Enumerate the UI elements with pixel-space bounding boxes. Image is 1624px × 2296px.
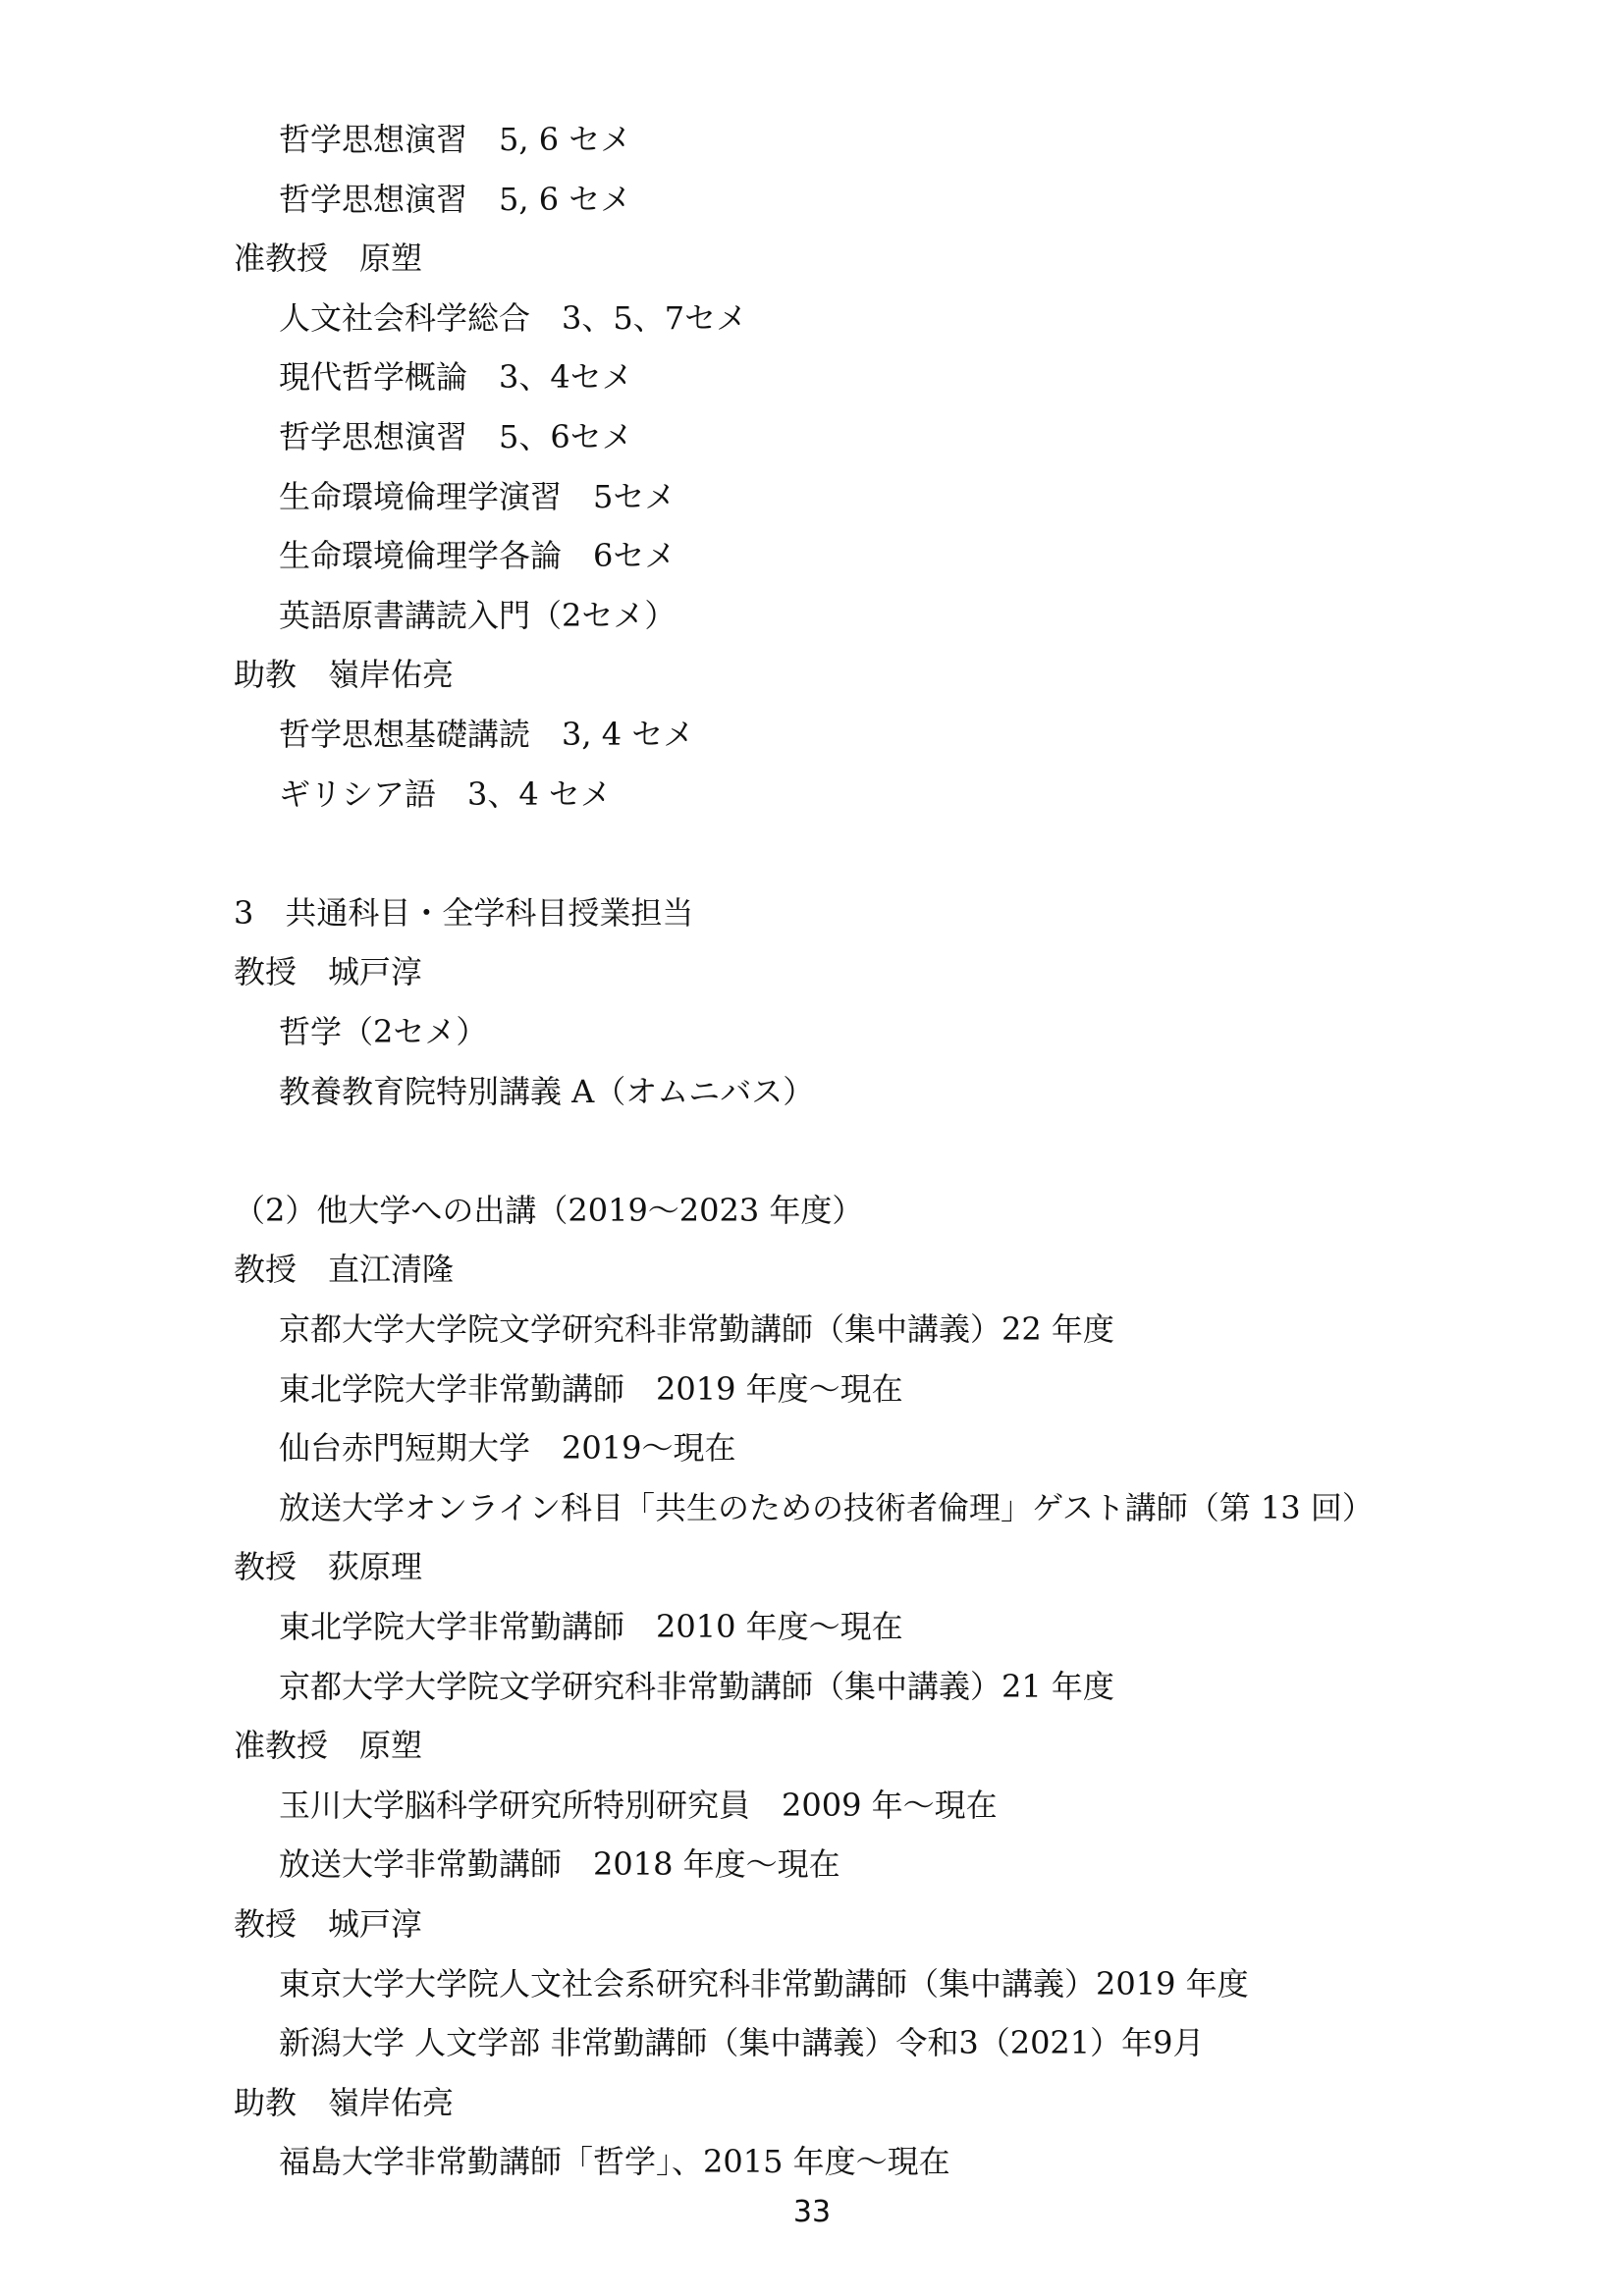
- list-item: 現代哲学概論 3、4セメ: [279, 358, 633, 397]
- list-item: 東京大学大学院人文社会系研究科非常勤講師（集中講義）2019 年度: [279, 1964, 1249, 2002]
- section-heading: 教授 荻原理: [234, 1548, 423, 1586]
- section-heading: 助教 嶺岸佑亮: [234, 2083, 455, 2121]
- list-item: 教養教育院特別講義 A（オムニバス）: [279, 1072, 815, 1110]
- section-heading: 准教授 原塑: [234, 1727, 423, 1765]
- list-item: 生命環境倫理学各論 6セメ: [279, 537, 677, 575]
- list-item: 放送大学非常勤講師 2018 年度～現在: [279, 1845, 840, 1884]
- list-item: 哲学思想演習 5, 6 セメ: [279, 180, 632, 218]
- list-item: 京都大学大学院文学研究科非常勤講師（集中講義）21 年度: [279, 1667, 1114, 1705]
- list-item: 京都大学大学院文学研究科非常勤講師（集中講義）22 年度: [279, 1310, 1114, 1348]
- section-heading: 教授 城戸淳: [234, 1905, 423, 1943]
- section-heading: 3 共通科目・全学科目授業担当: [234, 893, 694, 932]
- section-heading: （2）他大学への出講（2019～2023 年度）: [234, 1191, 864, 1229]
- list-item: ギリシア語 3、4 セメ: [279, 774, 612, 813]
- page-number: 33: [792, 2195, 832, 2229]
- list-item: 哲学思想基礎講読 3, 4 セメ: [279, 716, 695, 753]
- list-item: 玉川大学脳科学研究所特別研究員 2009 年～現在: [279, 1786, 998, 1824]
- list-item: 生命環境倫理学演習 5セメ: [279, 477, 677, 515]
- section-heading: 教授 直江清隆: [234, 1251, 455, 1289]
- list-item: 人文社会科学総合 3、5、7セメ: [279, 298, 748, 337]
- list-item: 東北学院大学非常勤講師 2010 年度～現在: [279, 1608, 903, 1645]
- list-item: 哲学（2セメ）: [279, 1013, 488, 1050]
- list-item: 福島大学非常勤講師「哲学」、2015 年度～現在: [279, 2143, 950, 2181]
- list-item: 哲学思想演習 5、6セメ: [279, 418, 633, 455]
- section-heading: 准教授 原塑: [234, 240, 423, 278]
- list-item: 英語原書講読入門（2セメ）: [279, 596, 677, 634]
- list-item: 放送大学オンライン科目「共生のための技術者倫理」ゲスト講師（第 13 回）: [279, 1488, 1374, 1526]
- list-item: 仙台赤門短期大学 2019～現在: [279, 1429, 736, 1468]
- section-heading: 教授 城戸淳: [234, 953, 423, 991]
- section-heading: 助教 嶺岸佑亮: [234, 656, 455, 694]
- list-item: 東北学院大学非常勤講師 2019 年度～現在: [279, 1369, 903, 1408]
- list-item: 新潟大学 人文学部 非常勤講師（集中講義）令和3（2021）年9月: [279, 2024, 1205, 2062]
- list-item: 哲学思想演習 5, 6 セメ: [279, 121, 632, 158]
